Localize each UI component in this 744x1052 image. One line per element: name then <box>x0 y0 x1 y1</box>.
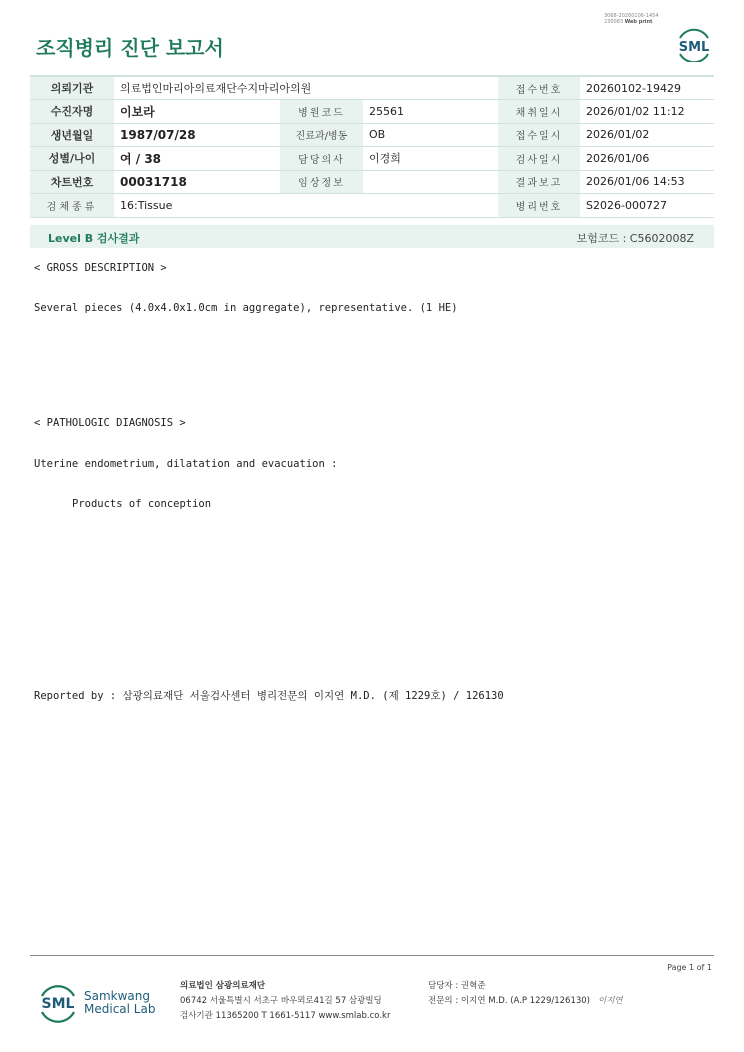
page-title: 조직병리 진단 보고서 <box>36 36 224 60</box>
sml-logo-text: SML <box>678 40 710 55</box>
value-doctor: 이경희 <box>363 147 498 171</box>
value-specimen-type: 16:Tissue <box>114 194 498 218</box>
label-result-report: 결과보고 <box>498 170 580 194</box>
label-receipt-number: 접수번호 <box>498 76 580 100</box>
page-number: Page 1 of 1 <box>667 963 712 972</box>
specialist-label: 전문의 : <box>428 996 459 1006</box>
reported-by: Reported by : 삼광의료재단 서울검사센터 병리전문의 이지연 M.D. (제 1229호) / 126130 <box>34 690 504 702</box>
value-department: OB <box>363 123 498 147</box>
label-department: 진료과/병동 <box>280 123 363 147</box>
label-collection-time: 채취일시 <box>498 100 580 124</box>
value-patient-name: 이보라 <box>114 100 280 124</box>
value-collection-time: 2026/01/02 11:12 <box>580 100 714 124</box>
pathologic-diagnosis-text: Uterine endometrium, dilatation and evacuation : <box>34 458 338 470</box>
label-doctor: 담당의사 <box>280 147 363 171</box>
company-name <box>84 990 155 1016</box>
label-pathology-number: 병리번호 <box>498 194 580 218</box>
label-requesting-org: 의뢰기관 <box>30 76 114 100</box>
print-code-id: 230083 <box>604 19 624 25</box>
print-code-line2 <box>604 19 659 25</box>
manager-line <box>428 979 623 994</box>
table-row <box>30 100 714 124</box>
staff-info <box>428 979 623 1009</box>
org-name: 의료법인 삼광의료재단 <box>180 981 266 991</box>
org-address: 06742 서울특별시 서초구 바우뫼로41길 57 삼광빌딩 <box>180 996 382 1006</box>
manager-label: 담당자 : <box>428 981 459 991</box>
value-receipt-date: 2026/01/02 <box>580 123 714 147</box>
table-row <box>30 147 714 171</box>
table-row <box>30 194 714 218</box>
sml-footer-logo-icon <box>36 980 80 1024</box>
label-sex-age: 성별/나이 <box>30 147 114 171</box>
label-receipt-date: 접수일시 <box>498 123 580 147</box>
value-requesting-org: 의료법인마리아의료재단수지마리아의원 <box>114 76 498 100</box>
value-pathology-number: S2026-000727 <box>580 194 714 218</box>
value-chart-number: 00031718 <box>114 170 280 194</box>
diagnosis-result: Products of conception <box>72 498 212 510</box>
value-test-date: 2026/01/06 <box>580 147 714 171</box>
label-birth-date: 생년월일 <box>30 123 114 147</box>
specialist-line <box>428 994 623 1009</box>
sml-footer-logo-text: SML <box>41 996 75 1012</box>
label-hospital-code: 병원코드 <box>280 100 363 124</box>
footer-divider <box>30 955 714 956</box>
level-bar <box>30 225 714 248</box>
level-title: Level B 검사결과 <box>48 232 140 245</box>
patient-info-table <box>30 75 714 218</box>
label-test-date: 검사일시 <box>498 147 580 171</box>
value-result-report: 2026/01/06 14:53 <box>580 170 714 194</box>
print-code-label: Web print <box>624 19 653 25</box>
manager-name: 권혁준 <box>460 981 486 991</box>
specialist-name: 이지연 M.D. (A.P 1229/126130) <box>460 996 590 1006</box>
org-contact: 검사기관 11365200 T 1661-5117 www.smlab.co.kr <box>180 1011 391 1021</box>
value-receipt-number: 20260102-19429 <box>580 76 714 100</box>
value-clinical-info <box>363 170 498 194</box>
label-chart-number: 차트번호 <box>30 170 114 194</box>
company-name-line2: Medical Lab <box>84 1002 156 1016</box>
value-birth-date: 1987/07/28 <box>114 123 280 147</box>
insurance-code: 보험코드 : C5602008Z <box>576 232 694 245</box>
table-row <box>30 170 714 194</box>
signature: 이지연 <box>598 996 623 1006</box>
table-row <box>30 76 714 100</box>
label-clinical-info: 임상정보 <box>280 170 363 194</box>
value-hospital-code: 25561 <box>363 100 498 124</box>
pathologic-diagnosis-header: < PATHOLOGIC DIAGNOSIS > <box>34 417 186 429</box>
table-row <box>30 123 714 147</box>
label-specimen-type: 검체종류 <box>30 194 114 218</box>
value-sex-age: 여 / 38 <box>114 147 280 171</box>
gross-description-header: < GROSS DESCRIPTION > <box>34 262 167 274</box>
sml-logo-icon <box>674 26 714 62</box>
label-patient-name: 수진자명 <box>30 100 114 124</box>
gross-description-text: Several pieces (4.0x4.0x1.0cm in aggregate), representative. (1 HE) <box>34 302 458 314</box>
company-name-line1: Samkwang <box>84 989 150 1003</box>
print-code <box>604 13 659 25</box>
org-info <box>180 979 390 1024</box>
print-code-line1: 3068-20260106-1454 <box>604 13 659 19</box>
